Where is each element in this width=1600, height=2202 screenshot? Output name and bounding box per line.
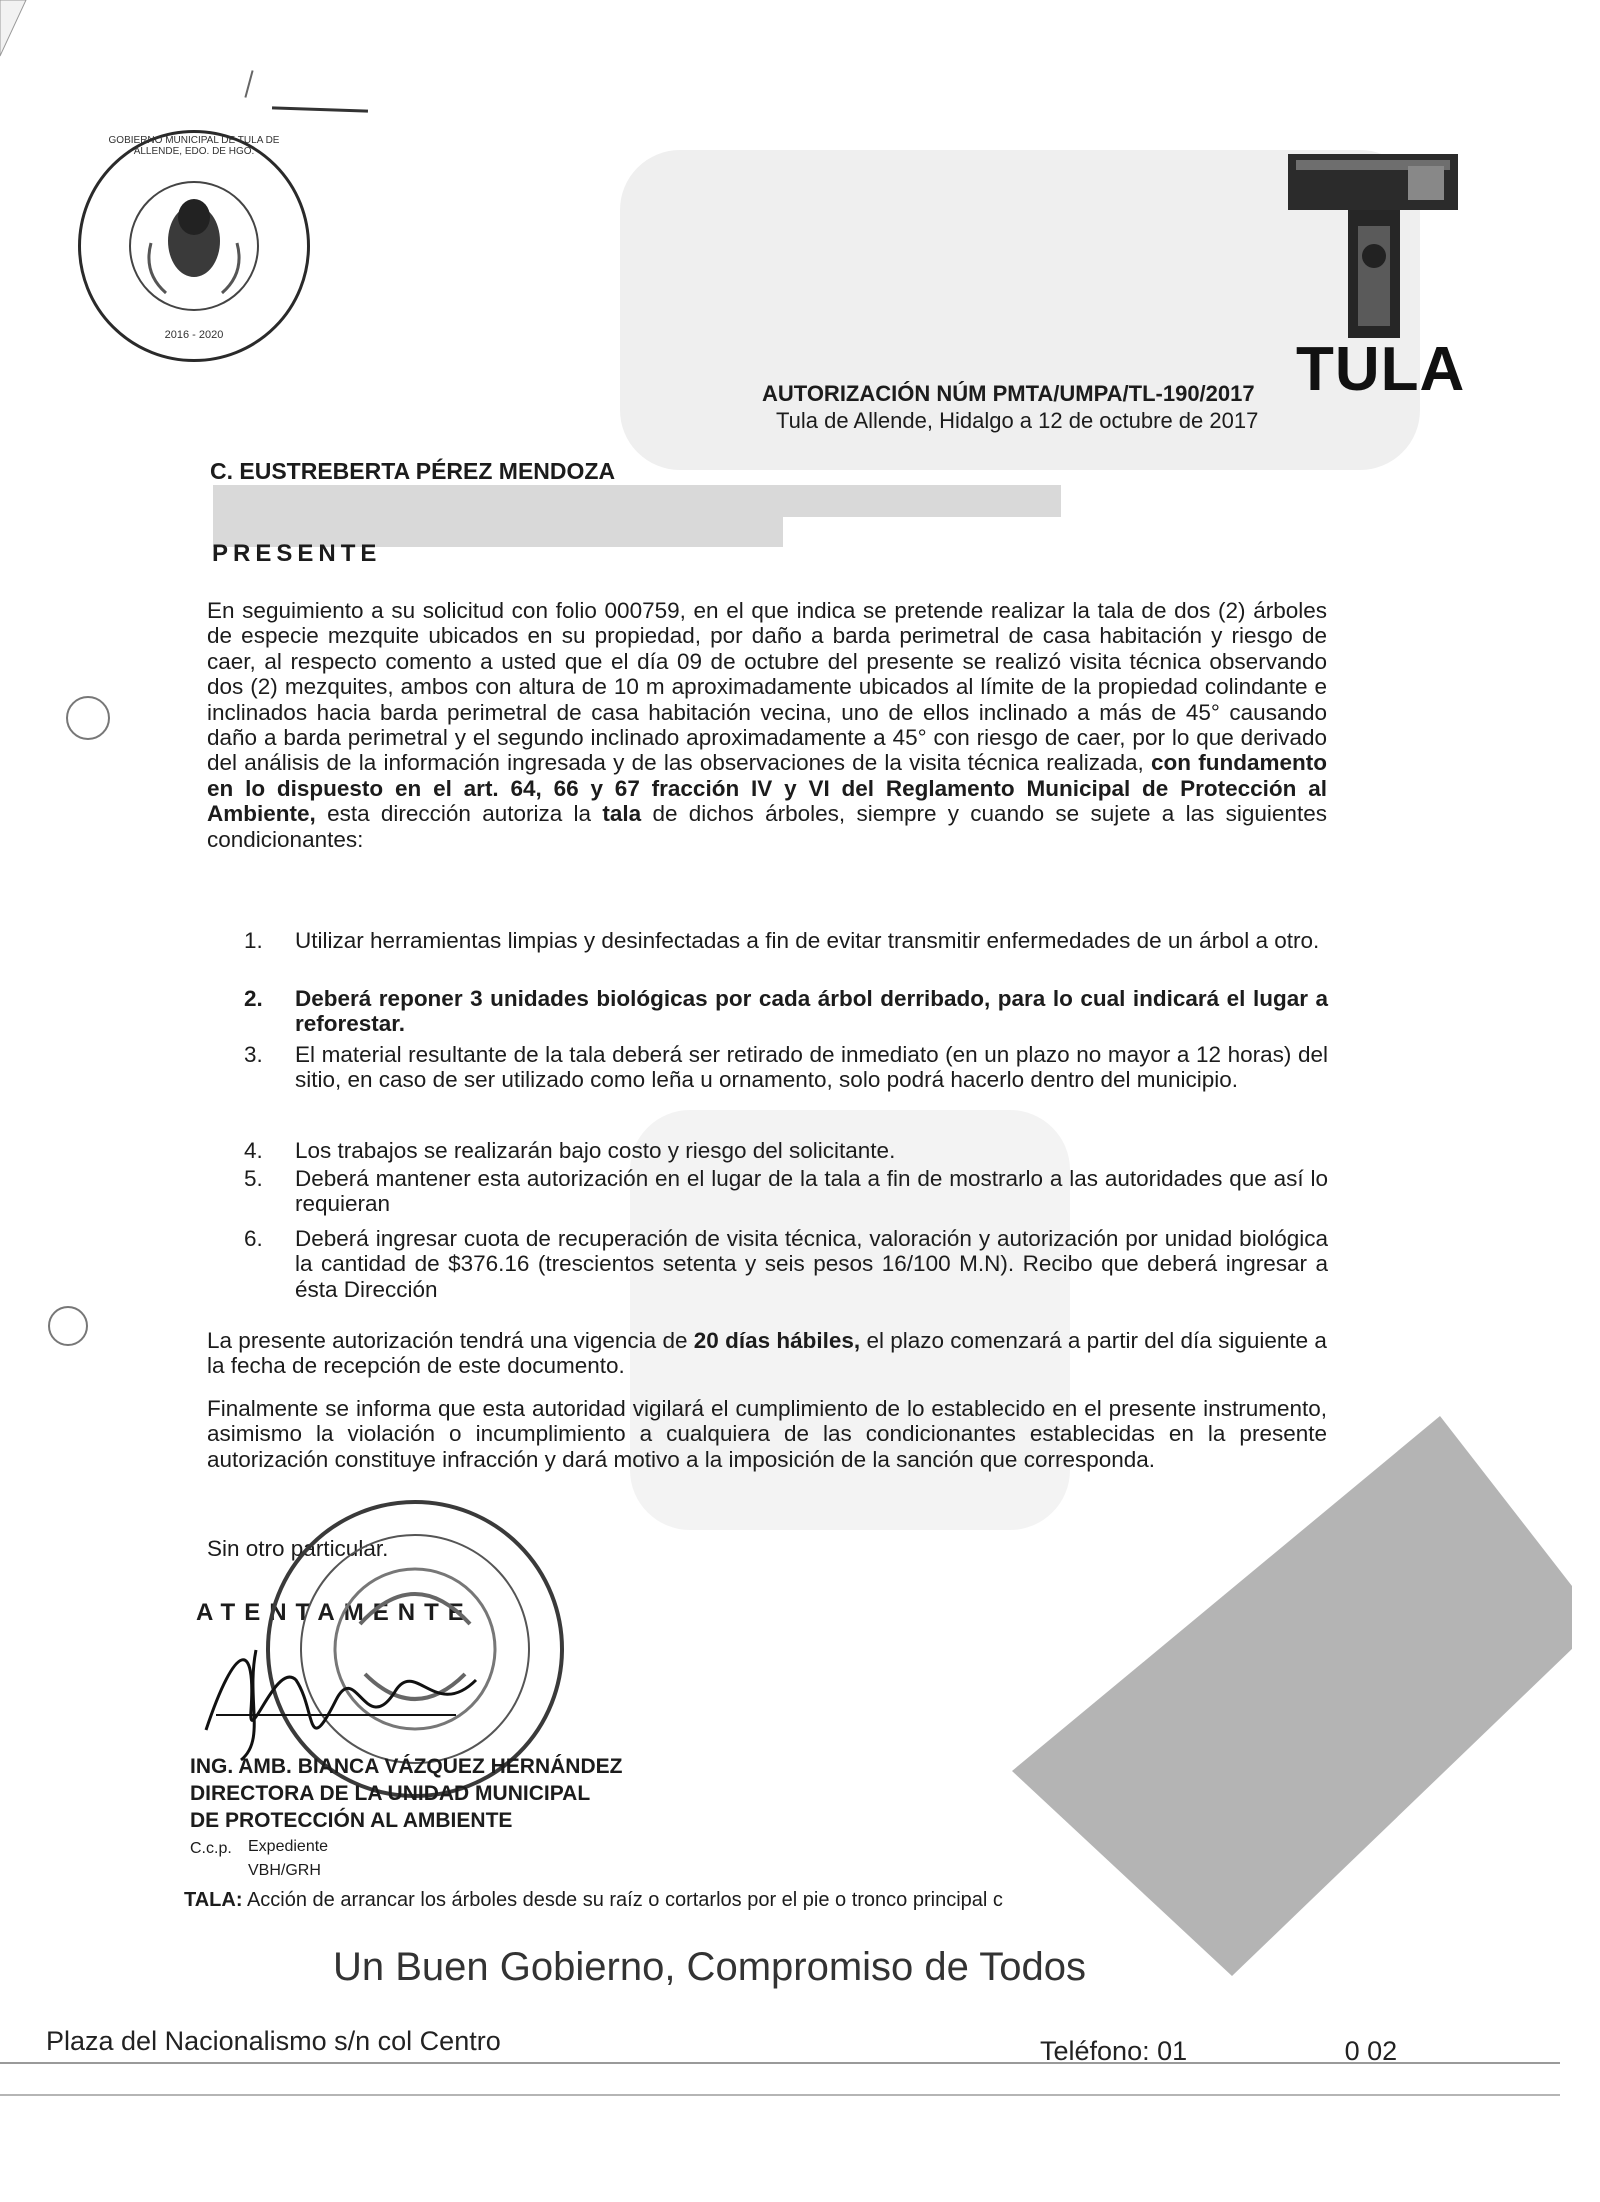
authorization-number: AUTORIZACIÓN NÚM PMTA/UMPA/TL-190/2017 — [762, 381, 1255, 406]
condition-item — [244, 1138, 1329, 1164]
tala-definition: Acción de arrancar los árboles desde su raíz o cortarlos por el pie o tronco principal c — [246, 1889, 1003, 1911]
page-fold-line — [0, 2094, 1560, 2096]
punch-hole — [66, 696, 110, 740]
sign-off: Sin otro particular. — [207, 1536, 389, 1561]
validity-paragraph — [207, 1328, 1327, 1379]
condition-number: 2. — [244, 986, 263, 1011]
initials: VBH/GRH — [248, 1862, 321, 1879]
signer-name: ING. AMB. BIANCA VÁZQUEZ HERNÁNDEZ — [190, 1755, 623, 1778]
tala-term: TALA: — [184, 1889, 243, 1911]
intro-paragraph — [207, 598, 1327, 852]
condition-item — [244, 928, 1329, 980]
condition-text: Deberá ingresar cuota de recuperación de visita técnica, valoración y autorización por unidad biológica la cantidad de $376.16 (trescientos setenta y seis pesos 16/100 M.N). Recibo que deberá ingresar a ésta Dirección — [295, 1226, 1328, 1302]
condition-item — [244, 1042, 1329, 1120]
tala-word: tala — [602, 801, 642, 827]
footer-phone-tail: 0 02 — [1344, 2036, 1398, 2066]
legal-basis: con fundamento en lo dispuesto en el art. 64, 66 y 67 fracción IV y VI del Reglamento Municipal de Protección al Ambiente, — [207, 750, 1327, 827]
footer-address: Plaza del Nacionalismo s/n col Centro — [46, 2026, 501, 2056]
municipal-seal — [78, 130, 310, 362]
condition-item — [244, 1226, 1329, 1304]
condition-number: 5. — [244, 1166, 263, 1191]
condition-item — [244, 986, 1329, 1038]
seal-period: 2016 - 2020 — [164, 329, 224, 341]
condition-number: 6. — [244, 1226, 263, 1251]
validity-text: La presente autorización tendrá una vigencia de — [207, 1328, 688, 1353]
condition-item — [244, 1166, 1329, 1218]
ccp-label: C.c.p. — [190, 1840, 232, 1857]
recipient-name: C. EUSTREBERTA PÉREZ MENDOZA — [210, 458, 616, 484]
tala-note — [184, 1889, 1003, 1912]
footer-phone-label: Teléfono: 01 — [1040, 2036, 1188, 2066]
condition-text: Deberá mantener esta autorización en el lugar de la tala a fin de mostrarlo a las autoridades que así lo requieran — [295, 1166, 1328, 1217]
intro-text: En seguimiento a su solicitud con folio 000759, en el que indica se pretende realizar la tala de dos (2) árboles de especie mezquite ubicados en su propiedad, por daño a barda perimetral de casa habitación y riesgo de caer, al respecto comento a usted que el día 09 de octubre del presente se realizó visita técnica observando dos (2) mezquites, ambos con altura de 10 m aproximadamente ubicados al límite de la propiedad colindante e inclinados hacia barda perimetral de casa habitación vecina, uno de ellos inclinado a más de 45° causando daño a barda perimetral y el segundo inclinado aproximadamente a 45° con riesgo de caer, por lo que derivado del análisis de la información ingresada y de las observaciones de la visita técnica realizada, — [207, 598, 1327, 776]
footer-phone — [1040, 2036, 1397, 2067]
condition-text: Los trabajos se realizarán bajo costo y riesgo del solicitante. — [295, 1138, 896, 1163]
seal-ring-text: GOBIERNO MUNICIPAL DE TULA DE ALLENDE, EDO. DE HGO. — [108, 135, 280, 157]
redaction-diamond — [1012, 1416, 1572, 1976]
seal-emblem-icon — [81, 133, 307, 359]
closing-paragraph: Finalmente se informa que esta autoridad vigilará el cumplimiento de lo establecido en el presente instrumento, asimismo la violación o incumplimiento a cualquiera de las condicionantes establecidas en la presente autorización constituye infracción y dará motivo a la imposición de la sanción que corresponda. — [207, 1396, 1327, 1472]
condition-number: 3. — [244, 1042, 263, 1067]
handwritten-signature — [196, 1620, 496, 1770]
place-date: Tula de Allende, Hidalgo a 12 de octubre de 2017 — [776, 408, 1259, 433]
redaction-bar — [213, 485, 1061, 517]
greeting: PRESENTE — [212, 540, 382, 567]
condition-text: El material resultante de la tala deberá ser retirado de inmediato (en un plazo no mayor a 12 horas) del sitio, en caso de ser utilizado como leña u ornamento, solo podrá hacerlo dentro del municipio. — [295, 1042, 1328, 1093]
condition-text: Deberá reponer 3 unidades biológicas por cada árbol derribado, para lo cual indicará el lugar a reforestar. — [295, 986, 1328, 1037]
regards: ATENTAMENTE — [196, 1599, 473, 1626]
condition-text: Utilizar herramientas limpias y desinfectadas a fin de evitar transmitir enfermedades de un árbol a otro. — [295, 928, 1320, 953]
tula-logo-icon — [1288, 146, 1458, 346]
footer-motto: Un Buen Gobierno, Compromiso de Todos — [333, 1945, 1087, 1989]
pen-mark — [244, 70, 253, 98]
signer-title: DIRECTORA DE LA UNIDAD MUNICIPAL — [190, 1782, 591, 1805]
condition-number: 1. — [244, 928, 263, 953]
authorizes-text-post: de dichos árboles, siempre y cuando se sujete a las siguientes condicionantes: — [207, 801, 1327, 852]
signer-department: DE PROTECCIÓN AL AMBIENTE — [190, 1809, 513, 1832]
pen-mark — [272, 106, 368, 112]
punch-hole — [48, 1306, 88, 1346]
logo-text: TULA — [1296, 335, 1466, 404]
authorizes-text: esta dirección autoriza la — [327, 801, 592, 827]
corner-fold — [0, 0, 40, 60]
validity-days: 20 días hábiles, — [693, 1328, 861, 1353]
ccp-value: Expediente — [248, 1838, 329, 1855]
condition-number: 4. — [244, 1138, 263, 1163]
validity-text-post: el plazo comenzará a partir del día siguiente a la fecha de recepción de este documento. — [207, 1328, 1327, 1379]
